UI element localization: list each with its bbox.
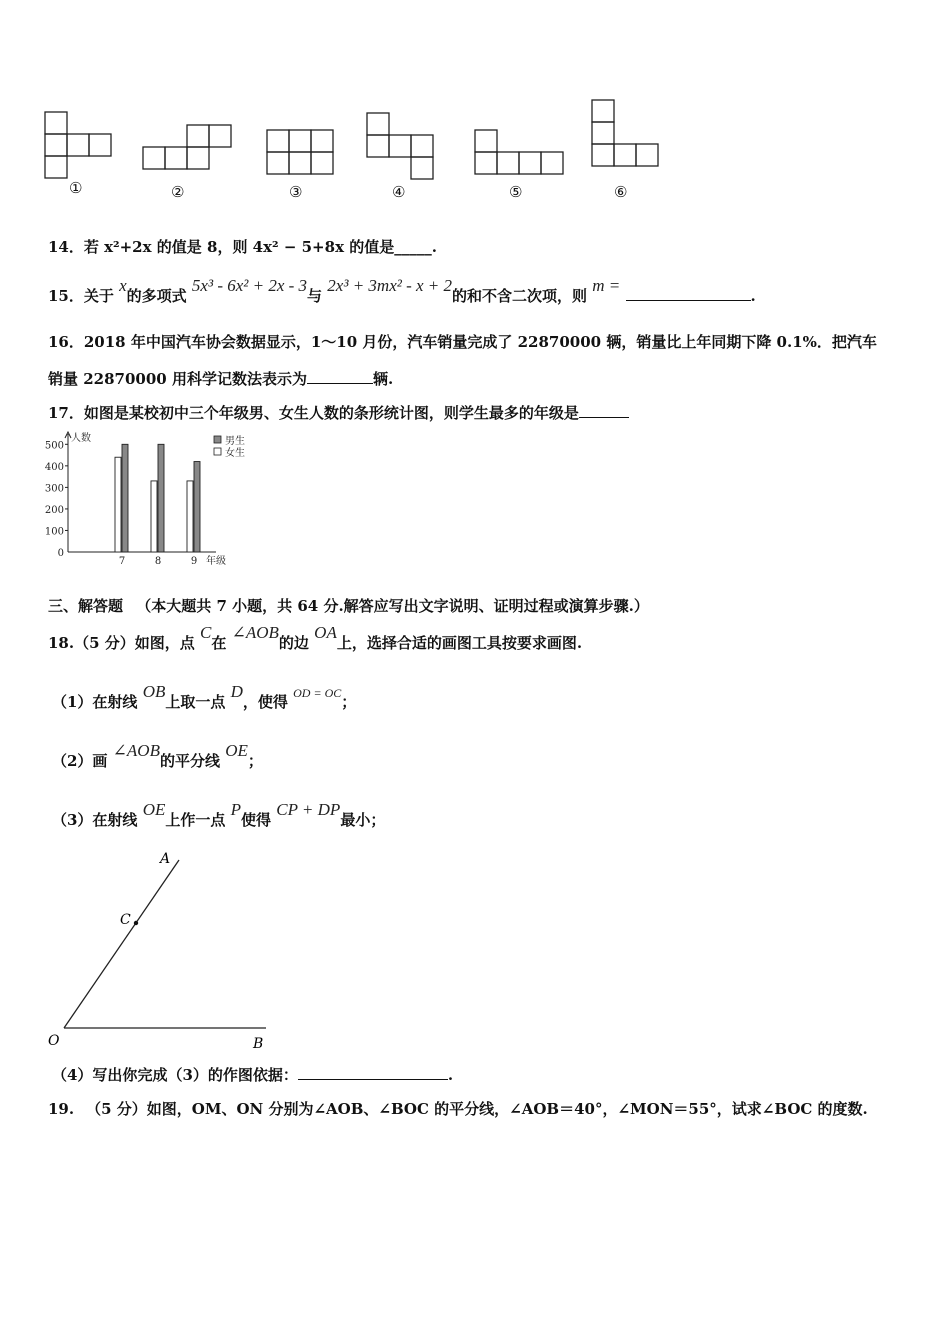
y-tick-label: 200 xyxy=(44,504,64,516)
q18-3-expr: CP + DP xyxy=(276,800,341,819)
ray-oa xyxy=(64,860,179,1028)
q17-text: 如图是某校初中三个年级男、女生人数的条形统计图，则学生最多的年级是 xyxy=(83,404,579,422)
cube-net-3 xyxy=(267,130,333,174)
q18-t1: 如图，点 xyxy=(134,634,195,652)
bar-chart xyxy=(38,428,268,570)
q16-number: 16． xyxy=(48,333,84,351)
y-axis-label: 人数 xyxy=(71,433,91,444)
q18-1-condition: OD = OC xyxy=(293,686,342,700)
cube-net-6 xyxy=(592,100,658,166)
bar-female-grade-8 xyxy=(151,481,157,552)
q17-number: 17． xyxy=(48,404,84,422)
net-label-4: ④ xyxy=(392,183,406,201)
q18-angle: ∠AOB xyxy=(231,623,279,642)
q18-1-t2: 上取一点 xyxy=(165,693,226,711)
q18-t2: 在 xyxy=(211,634,227,652)
legend-label-male: 男生 xyxy=(225,436,245,447)
net-label-6: ⑥ xyxy=(614,183,628,201)
q18-score: （5 分） xyxy=(74,634,135,652)
question-16-line-2 xyxy=(48,368,393,389)
q18-2-end: ； xyxy=(247,752,263,770)
q18-1-d: D xyxy=(230,682,243,701)
q16-line1: 2018 年中国汽车协会数据显示，1～10 月份，汽车销量完成了 22870000 辆，销量比上年同期下降 0.1%．把汽车 xyxy=(83,333,877,351)
q16-line2a: 销量 22870000 用科学记数法表示为 xyxy=(48,370,307,388)
net-label-2: ② xyxy=(171,183,185,201)
q18-2-oe: OE xyxy=(225,741,248,760)
y-tick-label: 500 xyxy=(44,440,64,452)
point-c xyxy=(134,921,138,925)
y-tick-label: 0 xyxy=(57,548,64,559)
bar-male-grade-9 xyxy=(194,462,200,552)
label-a: A xyxy=(160,851,171,867)
q18-1-ob: OB xyxy=(142,682,166,701)
q18-3-t3: 使得 xyxy=(241,811,272,829)
q18-2-angle: ∠AOB xyxy=(112,741,160,760)
q15-t3: 与 xyxy=(307,287,323,305)
y-tick-label: 300 xyxy=(44,483,64,495)
q15-number: 15． xyxy=(48,287,84,305)
section-3-title: 三、解答题 xyxy=(48,597,124,615)
question-15 xyxy=(48,276,756,306)
q18-number: 18. xyxy=(48,634,75,652)
q18-4-answer-blank[interactable] xyxy=(298,1065,448,1080)
legend-swatch-male xyxy=(214,436,221,443)
q15-poly1: 5x³ - 6x² + 2x - 3 xyxy=(191,276,308,295)
question-18 xyxy=(48,623,583,653)
q17-answer-blank[interactable] xyxy=(579,403,629,418)
q18-t3: 的边 xyxy=(278,634,309,652)
x-axis-label: 年级 xyxy=(206,556,226,567)
q18-1-label: （1）在射线 xyxy=(52,693,138,711)
question-18-part-1 xyxy=(52,682,357,712)
q14-text: 若 x²+2x 的值是 8，则 4x² − 5+8x 的值是 xyxy=(83,238,395,256)
cube-net-1 xyxy=(45,112,111,178)
bar-female-grade-9 xyxy=(187,481,193,552)
net-label-3: ③ xyxy=(289,183,303,201)
question-18-part-3 xyxy=(52,800,386,830)
y-tick-label: 400 xyxy=(44,461,64,473)
q19-number: 19. xyxy=(48,1100,75,1118)
q15-t2: 的多项式 xyxy=(126,287,187,305)
q19-text: （5 分）如图，OM、ON 分别为∠AOB、∠BOC 的平分线，∠AOB＝40°，∠MON＝55°，试求∠BOC 的度数. xyxy=(86,1100,868,1118)
q18-1-end: ； xyxy=(341,693,357,711)
q18-4-text: （4）写出你完成（3）的作图依据： xyxy=(52,1066,298,1084)
x-tick-label: 8 xyxy=(154,556,162,567)
q15-answer-blank[interactable] xyxy=(626,286,751,301)
label-b: B xyxy=(253,1036,264,1052)
legend-label-female: 女生 xyxy=(225,448,245,459)
x-tick-label: 9 xyxy=(190,556,198,567)
question-16-line-1 xyxy=(48,331,877,352)
angle-aob-figure xyxy=(40,845,280,1055)
net-label-1: ① xyxy=(69,179,83,197)
q18-3-label: （3）在射线 xyxy=(52,811,138,829)
section-3-heading xyxy=(48,595,649,616)
legend-swatch-female xyxy=(214,448,221,455)
q18-3-t2: 上作一点 xyxy=(165,811,226,829)
x-tick-label: 7 xyxy=(118,556,126,567)
q15-t1: 关于 xyxy=(83,287,114,305)
cube-net-4 xyxy=(367,113,433,179)
q18-3-p: P xyxy=(230,800,241,819)
q18-2-t2: 的平分线 xyxy=(159,752,220,770)
cube-net-5 xyxy=(475,130,563,174)
q15-var-m: m = xyxy=(592,276,621,295)
q15-t4: 的和不含二次项，则 xyxy=(452,287,588,305)
net-label-5: ⑤ xyxy=(509,183,523,201)
q18-2-label: （2）画 xyxy=(52,752,108,770)
q18-var-c: C xyxy=(200,623,212,642)
bar-female-grade-7 xyxy=(115,457,121,552)
y-tick-label: 100 xyxy=(44,526,64,538)
q14-number: 14． xyxy=(48,238,84,256)
label-c: C xyxy=(120,912,131,928)
label-o: O xyxy=(48,1033,60,1049)
question-17 xyxy=(48,402,629,423)
bar-male-grade-7 xyxy=(122,444,128,552)
question-18-part-2 xyxy=(52,741,263,771)
cube-nets-figure xyxy=(40,95,670,210)
bar-male-grade-8 xyxy=(158,444,164,552)
q15-var-x: x xyxy=(119,276,127,295)
q18-3-oe: OE xyxy=(142,800,166,819)
section-3-note: （本大题共 7 小题，共 64 分.解答应写出文字说明、证明过程或演算步骤.） xyxy=(136,597,649,615)
q18-t4: 上，选择合适的画图工具按要求画图. xyxy=(336,634,583,652)
q16-answer-blank[interactable] xyxy=(307,369,373,384)
cube-net-2 xyxy=(143,125,231,169)
question-19 xyxy=(48,1098,868,1119)
q16-line2b: 辆. xyxy=(372,370,394,388)
question-18-part-4 xyxy=(52,1064,453,1085)
q18-oa: OA xyxy=(314,623,337,642)
q15-end: . xyxy=(750,287,756,305)
q14-end: . xyxy=(431,238,437,256)
q15-poly2: 2x³ + 3mx² - x + 2 xyxy=(327,276,453,295)
q18-3-end: 最小； xyxy=(340,811,386,829)
q14-blank[interactable]: _____ xyxy=(394,238,432,256)
question-14 xyxy=(48,236,437,257)
q18-1-t3: ，使得 xyxy=(242,693,288,711)
q18-4-end: . xyxy=(447,1066,454,1084)
